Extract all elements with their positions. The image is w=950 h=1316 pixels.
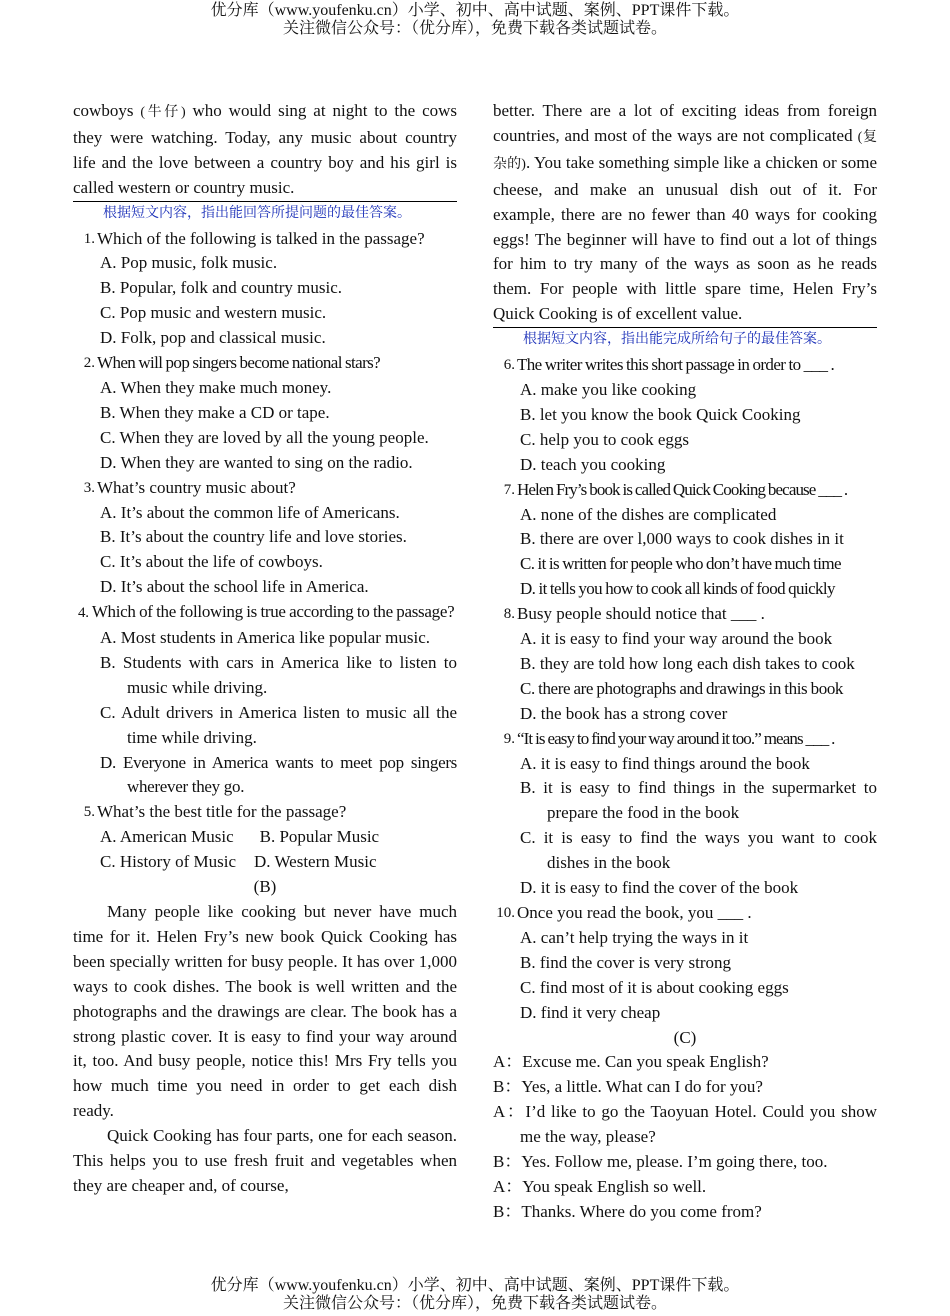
dialogue-line: B：Yes. Follow me, please. I’m going there, too. — [493, 1152, 828, 1172]
option: A. none of the dishes are complicated — [520, 504, 777, 524]
option: B. find the cover is very strong — [520, 952, 732, 972]
question-4: 4. Which of the following is true according to the passage? A. Most students in America like popular music. B. Students with cars in America like to listen to music while driving. C. Adult drivers in America listen to music all the time while driving. D. Everyone in America wants to meet pop singers wherever they go. — [73, 600, 457, 800]
question-10: 10. Once you read the book, you ___ . A. can’t help trying the ways in it B. find the cover is very strong C. find most of it is about cooking eggs D. find it very cheap — [493, 901, 877, 1026]
option: D. When they are wanted to sing on the radio. — [100, 452, 413, 472]
option: D. Everyone in America wants to meet pop singers wherever they go. — [100, 752, 457, 797]
option: C. When they are loved by all the young people. — [100, 427, 429, 447]
question-6: 6. The writer writes this short passage in order to ___ . A. make you like cooking B. let you know the book Quick Cooking C. help you to cook eggs D. teach you cooking — [493, 353, 877, 478]
option: B. let you know the book Quick Cooking — [520, 404, 801, 424]
section-c-label: (C) — [673, 1027, 697, 1047]
header-line-2: 关注微信公众号：（优分库），免费下载各类试题试卷。 — [282, 20, 667, 37]
question-5: 5. What’s the best title for the passage? A. American Music B. Popular Music C. History of Music D. Western Music — [73, 800, 457, 875]
option: B. Popular, folk and country music. — [100, 278, 343, 298]
option: A. it is easy to find your way around the book — [520, 629, 833, 649]
option: C. it is written for people who don’t have much time — [520, 554, 841, 574]
option: D. it is easy to find the cover of the book — [520, 878, 799, 898]
question-text: When will pop singers become national stars? — [97, 353, 381, 373]
instruction-a: 根据短文内容，指出能回答所提问题的最佳答案。 — [103, 205, 411, 221]
option: A. It’s about the common life of Americans. — [100, 502, 400, 522]
question-2: 2. When will pop singers become national stars? A. When they make much money. B. When they make a CD or tape. C. When they are loved by all the young people. D. When they are wanted to sing on the radio. — [73, 351, 457, 476]
question-1: 1. Which of the following is talked in the passage? A. Pop music, folk music. B. Popular, folk and country music. C. Pop music and western music. D. Folk, pop and classical music. — [73, 227, 457, 352]
option: D. teach you cooking — [520, 454, 666, 474]
dialogue-line: B：Yes, a little. What can I do for you? — [493, 1077, 763, 1097]
option: D. Western Music — [254, 852, 377, 872]
dialogue-line: A：You speak English so well. — [493, 1176, 707, 1196]
option: A. it is easy to find things around the book — [520, 753, 810, 773]
option: D. Folk, pop and classical music. — [100, 328, 326, 348]
option: B. it is easy to find things in the supermarket to prepare the food in the book — [520, 778, 877, 823]
option: C. help you to cook eggs — [520, 429, 690, 449]
question-text: “It is easy to find your way around it too.” means ___ . — [517, 728, 835, 748]
option: D. the book has a strong cover — [520, 703, 728, 723]
dialogue-line: A：Excuse me. Can you speak English? — [493, 1052, 769, 1072]
option: A. can’t help trying the ways in it — [520, 927, 749, 947]
option: B. It’s about the country life and love stories. — [100, 527, 407, 547]
option: B. When they make a CD or tape. — [100, 402, 330, 422]
option: A. make you like cooking — [520, 379, 697, 399]
chinese-gloss: (复杂的) — [493, 129, 877, 172]
option: C. there are photographs and drawings in this book — [520, 678, 844, 698]
question-8: 8. Busy people should notice that ___ . A. it is easy to find your way around the book B. they are told how long each dish takes to cook C. there are photographs and drawings in this book D. the book has a strong cover — [493, 602, 877, 727]
option: C. It’s about the life of cowboys. — [100, 552, 323, 572]
chinese-gloss: (牛仔) — [140, 105, 186, 120]
option: C. History of Music — [100, 852, 236, 872]
passage-b-continued: better. There are a lot of exciting ideas from foreign countries, and most of the ways are not complicated (复杂的). You take something simple like a chicken or some cheese, and make an unusual dish out of it. For example, there are no fewer than 40 ways for cooking eggs! The beginner will have to find out a lot of things for him to try many of the ways as soon as he reads them. For people with little spare time, Helen Fry’s Quick Cooking is of excellent value. — [493, 99, 877, 328]
question-text: The writer writes this short passage in order to ___ . — [517, 355, 835, 375]
instruction-b: 根据短文内容，指出能完成所给句子的最佳答案。 — [523, 332, 831, 348]
passage-b-paragraph-2: Quick Cooking has four parts, one for each season. This helps you to use fresh fruit and vegetables when they are cheaper and, of course, — [73, 1126, 457, 1195]
option: C. it is easy to find the ways you want to cook dishes in the book — [520, 828, 877, 873]
option: D. it tells you how to cook all kinds of food quickly — [520, 579, 835, 599]
question-text: Busy people should notice that ___ . — [517, 604, 765, 624]
right-column — [493, 99, 877, 1225]
dialogue-line: A：I’d like to go the Taoyuan Hotel. Could you show me the way, please? — [493, 1102, 877, 1147]
question-text: Helen Fry’s book is called Quick Cooking because ___ . — [517, 479, 848, 499]
question-text: What’s the best title for the passage? — [97, 802, 347, 822]
question-text: Which of the following is talked in the passage? — [97, 228, 425, 248]
option: A. Pop music, folk music. — [100, 253, 278, 273]
option: D. find it very cheap — [520, 1002, 661, 1022]
option: B. Students with cars in America like to listen to music while driving. — [100, 652, 457, 697]
passage-a-ending: cowboys (牛仔) who would sing at night to the cows they were watching. Today, any music about country life and the love between a country boy and his girl is called western or country music. — [73, 99, 457, 202]
question-9: 9. “It is easy to find your way around it too.” means ___ . A. it is easy to find things around the book B. it is easy to find things in the supermarket to prepare the food in the book C. it is easy to find the ways you want to cook dishes in the book D. it is easy to find the cover of the book — [493, 727, 877, 901]
question-7: 7. Helen Fry’s book is called Quick Cooking because ___ . A. none of the dishes are complicated B. there are over l,000 ways to cook dishes in it C. it is written for people who don’t have much time D. it tells you how to cook all kinds of food quickly — [493, 478, 877, 603]
option: C. find most of it is about cooking eggs — [520, 977, 789, 997]
footer-line-2: 关注微信公众号：（优分库），免费下载各类试题试卷。 — [282, 1295, 667, 1312]
question-text: Once you read the book, you ___ . — [517, 903, 752, 922]
question-text: Which of the following is true according to the passage? — [91, 602, 455, 622]
option: C. Adult drivers in America listen to music all the time while driving. — [100, 702, 457, 747]
option: B. Popular Music — [259, 827, 380, 847]
option: D. It’s about the school life in America. — [100, 577, 369, 597]
left-column — [73, 99, 457, 1199]
footer-line-1: 优分库（www.youfenku.cn）小学、初中、高中试题、案例、PPT课件下载。 — [210, 1277, 740, 1294]
question-3: 3. What’s country music about? A. It’s about the common life of Americans. B. It’s about the country life and love stories. C. It’s about the life of cowboys. D. It’s about the school life in America. — [73, 476, 457, 601]
section-b-label: (B) — [253, 877, 277, 897]
page-header — [0, 2, 950, 38]
option: B. they are told how long each dish takes to cook — [520, 653, 855, 673]
option: B. there are over l,000 ways to cook dishes in it — [520, 529, 844, 549]
question-text: What’s country music about? — [97, 477, 296, 497]
passage-b-paragraph-1: Many people like cooking but never have much time for it. Helen Fry’s new book Quick Cooking has been specially written for busy people. It has over 1,000 ways to cook dishes. The book is well written and the photographs and the drawings are clear. The book has a strong plastic cover. It is easy to find your way around it, too. And busy people, notice this! Mrs Fry tells you how much time you need in order to get each dish ready. — [73, 902, 457, 1121]
page-footer — [0, 1277, 950, 1313]
option: A. When they make much money. — [100, 377, 332, 397]
option: C. Pop music and western music. — [100, 303, 327, 323]
dialogue-line: B：Thanks. Where do you come from? — [493, 1201, 762, 1221]
header-line-1: 优分库（www.youfenku.cn）小学、初中、高中试题、案例、PPT课件下载。 — [210, 2, 740, 19]
option: A. Most students in America like popular music. — [100, 628, 431, 648]
option: A. American Music — [100, 827, 234, 847]
